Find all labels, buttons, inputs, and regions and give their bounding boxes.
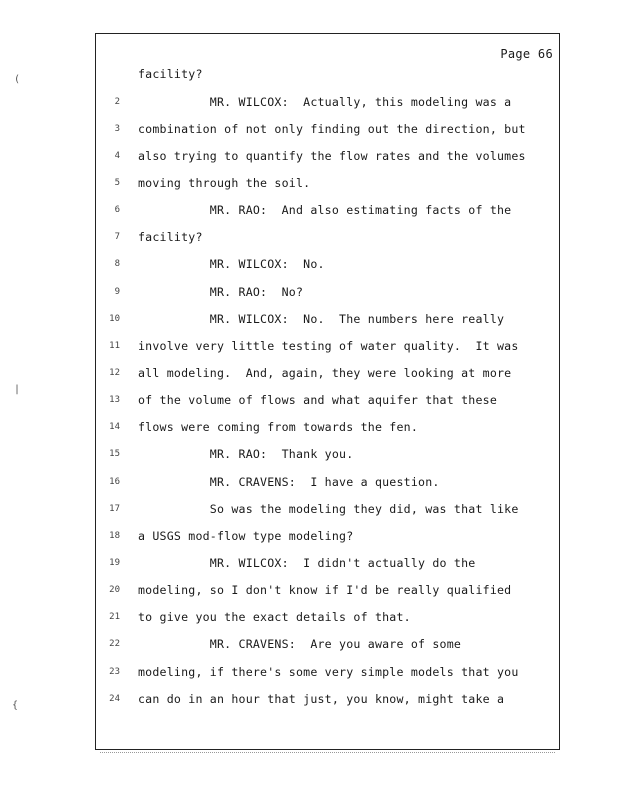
- line-text: facility?: [138, 67, 203, 81]
- line-text: flows were coming from towards the fen.: [138, 420, 419, 434]
- line-number: 6: [114, 205, 120, 215]
- page-number: Page 66: [500, 47, 553, 61]
- line-text: modeling, if there's some very simple models that you: [138, 665, 519, 679]
- transcript-page: [95, 33, 560, 750]
- line-number: 5: [114, 178, 120, 188]
- line-number: 7: [114, 232, 120, 242]
- line-number: 10: [109, 314, 120, 324]
- line-text: MR. CRAVENS: Are you aware of some: [138, 637, 462, 651]
- line-number: 12: [109, 368, 120, 378]
- line-number: 3: [114, 124, 120, 134]
- line-number: 21: [109, 612, 120, 622]
- scan-mark: (: [14, 74, 21, 85]
- line-number: 14: [109, 422, 120, 432]
- scan-mark: {: [12, 700, 19, 711]
- line-text: MR. RAO: No?: [138, 285, 304, 299]
- line-number: 22: [109, 639, 120, 649]
- line-number: 17: [109, 504, 120, 514]
- line-number: 4: [114, 151, 120, 161]
- line-number: 15: [109, 449, 120, 459]
- line-text: So was the modeling they did, was that like: [138, 502, 519, 516]
- line-number: 24: [109, 694, 120, 704]
- line-text: MR. WILCOX: No.: [138, 257, 325, 271]
- line-number: 23: [109, 667, 120, 677]
- line-text: also trying to quantify the flow rates and the volumes: [138, 149, 526, 163]
- line-text: modeling, so I don't know if I'd be really qualified: [138, 583, 512, 597]
- line-text: all modeling. And, again, they were looking at more: [138, 366, 512, 380]
- line-text: MR. CRAVENS: I have a question.: [138, 475, 440, 489]
- line-text: of the volume of flows and what aquifer that these: [138, 393, 498, 407]
- scan-mark: |: [14, 384, 21, 395]
- line-text: MR. WILCOX: I didn't actually do the: [138, 556, 476, 570]
- line-number: 19: [109, 558, 120, 568]
- line-number: 8: [114, 259, 120, 269]
- line-text: MR. WILCOX: Actually, this modeling was a: [138, 95, 512, 109]
- line-text: moving through the soil.: [138, 176, 311, 190]
- line-number: 9: [114, 287, 120, 297]
- scan-artifact-line: [100, 752, 555, 755]
- line-text: involve very little testing of water quality. It was: [138, 339, 519, 353]
- line-number: 18: [109, 531, 120, 541]
- line-text: MR. RAO: Thank you.: [138, 447, 354, 461]
- line-text: can do in an hour that just, you know, might take a: [138, 692, 505, 706]
- line-text: MR. RAO: And also estimating facts of the: [138, 203, 512, 217]
- line-text: a USGS mod-flow type modeling?: [138, 529, 354, 543]
- line-text: combination of not only finding out the direction, but: [138, 122, 526, 136]
- line-text: MR. WILCOX: No. The numbers here really: [138, 312, 505, 326]
- line-number: 20: [109, 585, 120, 595]
- line-number: 16: [109, 477, 120, 487]
- line-number: 2: [114, 97, 120, 107]
- line-number: 11: [109, 341, 120, 351]
- line-text: to give you the exact details of that.: [138, 610, 411, 624]
- line-text: facility?: [138, 230, 203, 244]
- line-number: 13: [109, 395, 120, 405]
